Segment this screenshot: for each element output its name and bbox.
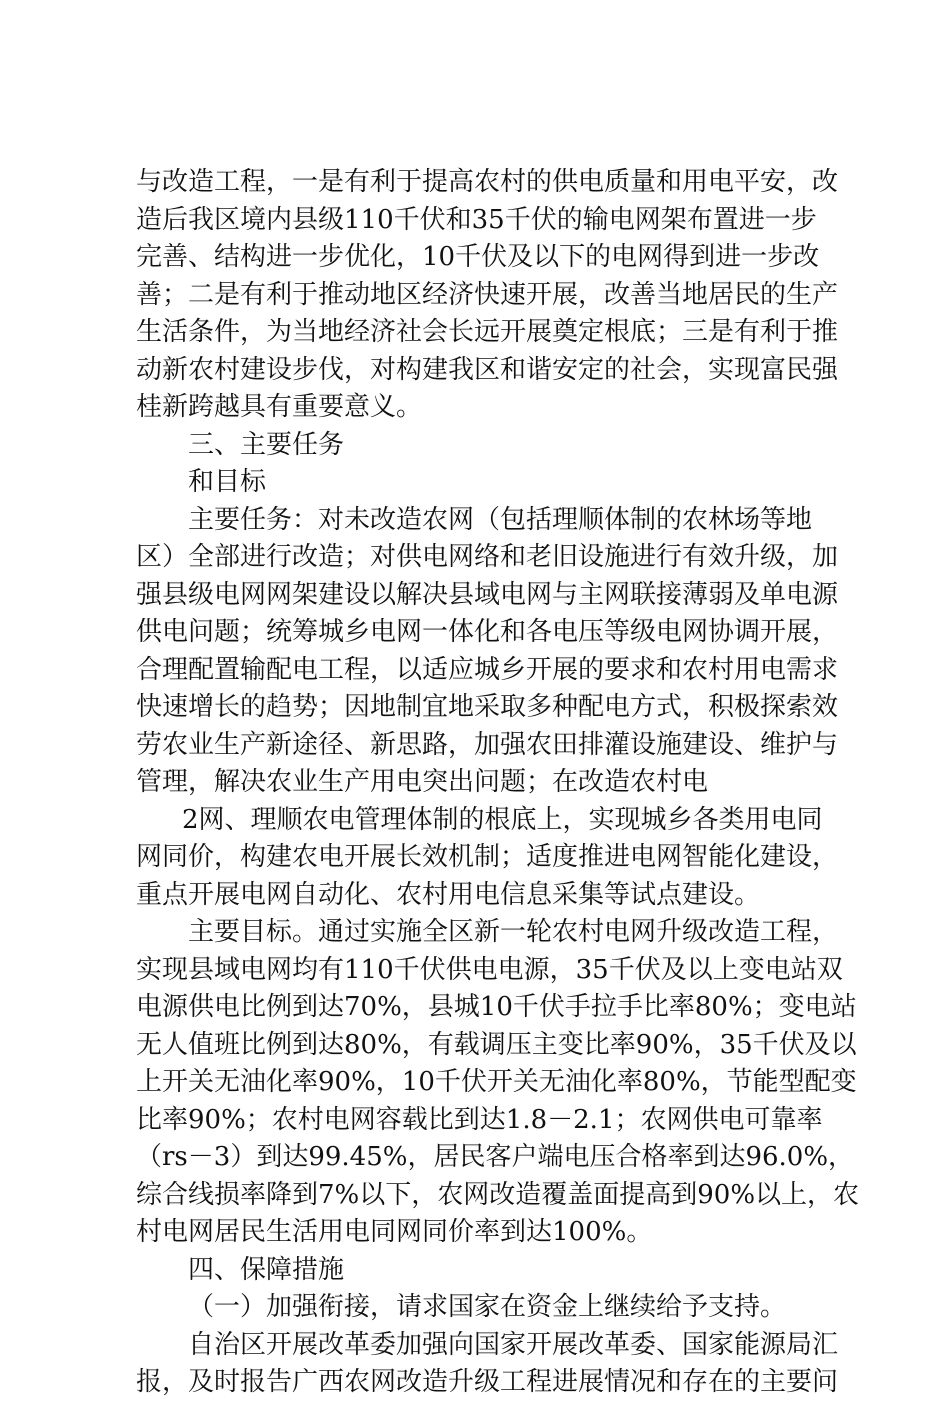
text-line: 比率90%；农村电网容载比到达1.8－2.1；农网供电可靠率 [136,1104,823,1135]
text-line: 自治区开展改革委加强向国家开展改革委、国家能源局汇 [188,1329,839,1360]
text-line: 生活条件，为当地经济社会长远开展奠定根底；三是有利于推 [136,317,839,347]
text-line: 管理，解决农业生产用电突出问题；在改造农村电 [136,767,709,797]
text-line: 善；二是有利于推动地区经济快速开展，改善当地居民的生产 [136,279,839,310]
text-line: 实现县域电网均有110千伏供电电源，35千伏及以上变电站双 [136,954,843,985]
text-line: 劳农业生产新途径、新思路，加强农田排灌设施建设、维护与 [136,729,839,760]
text-line: 强县级电网网架建设以解决县域电网与主网联接薄弱及单电源 [136,579,839,610]
text-line: 动新农村建设步伐，对构建我区和谐安定的社会，实现富民强 [136,354,839,385]
section-heading: 四、保障措施 [188,1254,345,1285]
section-heading: 三、主要任务 [188,429,345,460]
subsection-heading: （一）加强衔接，请求国家在资金上继续给予支持。 [188,1292,787,1322]
text-line: 快速增长的趋势；因地制宜地采取多种配电方式，积极探索效 [136,692,839,722]
text-line: 主要任务：对未改造农网（包括理顺体制的农林场等地 [188,504,813,535]
text-line: 报，及时报告广西农网改造升级工程进展情况和存在的主要问 [136,1367,839,1397]
document-body [136,164,860,1402]
text-line: 与改造工程，一是有利于提高农村的供电质量和用电平安，改 [136,167,839,197]
text-line: 2网、理顺农电管理体制的根底上，实现城乡各类用电同 [182,804,823,835]
text-line: 合理配置输配电工程，以适应城乡开展的要求和农村用电需求 [136,654,839,685]
section-heading-continued: 和目标 [188,467,267,497]
text-line: 综合线损率降到7%以下，农网改造覆盖面提高到90%以上，农 [136,1179,860,1210]
text-line: 无人值班比例到达80%，有载调压主变比率90%，35千伏及以 [136,1029,857,1060]
text-line: 电源供电比例到达70%，县城10千伏手拉手比率80%；变电站 [136,992,857,1022]
text-line: 重点开展电网自动化、农村用电信息采集等试点建设。 [136,879,761,910]
text-line: （rs－3）到达99.45%，居民客户端电压合格率到达96.0%， [136,1142,855,1172]
text-line: 村电网居民生活用电同网同价率到达100%。 [136,1217,653,1247]
text-line: 完善、结构进一步优化，10千伏及以下的电网得到进一步改 [136,242,820,272]
text-line: 桂新跨越具有重要意义。 [136,392,423,422]
text-line: 网同价，构建农电开展长效机制；适度推进电网智能化建设， [136,842,839,872]
text-line: 区）全部进行改造；对供电网络和老旧设施进行有效升级，加 [136,542,839,572]
text-line: 主要目标。通过实施全区新一轮农村电网升级改造工程， [188,917,839,947]
text-line: 上开关无油化率90%，10千伏开关无油化率80%，节能型配变 [136,1067,857,1097]
text-line: 供电问题；统筹城乡电网一体化和各电压等级电网协调开展， [136,617,839,647]
text-line: 造后我区境内县级110千伏和35千伏的输电网架布置进一步 [136,204,817,235]
